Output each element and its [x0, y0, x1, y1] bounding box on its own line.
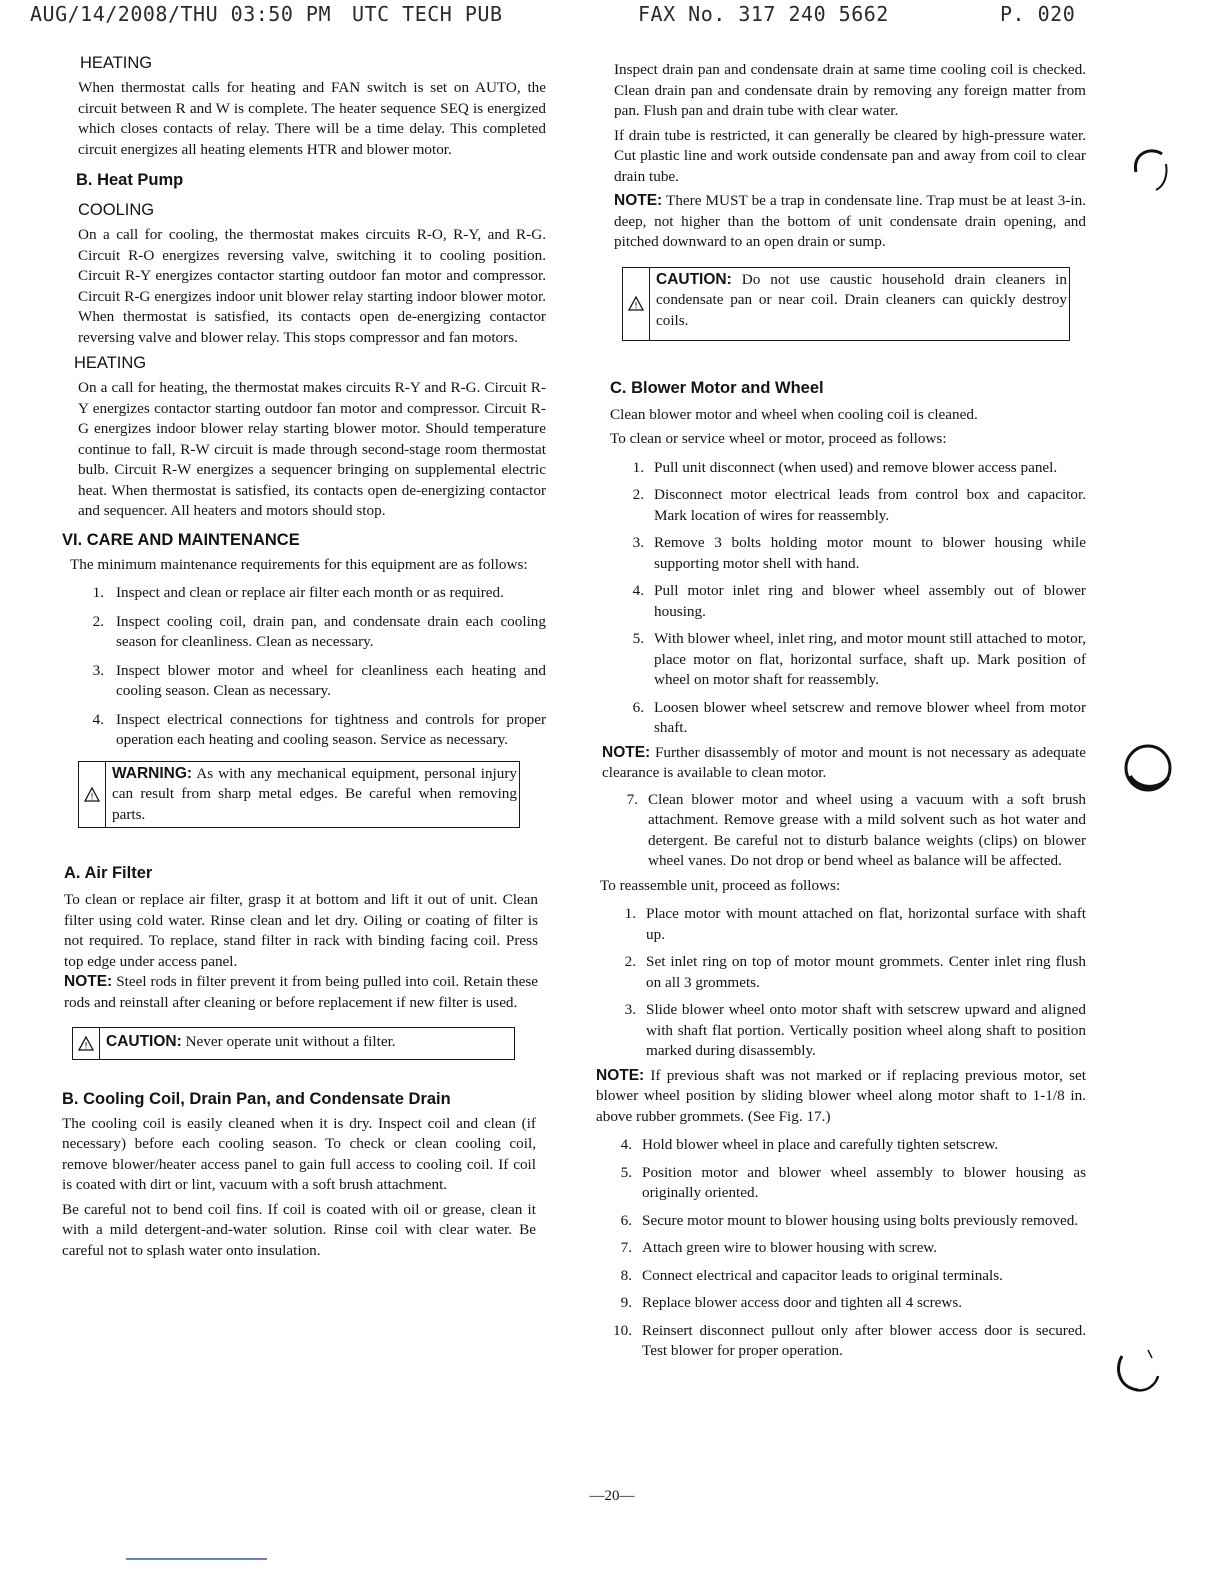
heating-heading: HEATING [80, 54, 153, 72]
list-item: 4. Inspect electrical connections for tightness and controls for proper operation each heating and cooling season. Service as necessary. [92, 710, 546, 748]
footer-rule [126, 1558, 267, 1560]
list-item: 1. Pull unit disconnect (when used) and remove blower access panel. [632, 458, 1058, 476]
caution-text: Never operate unit without a filter. [181, 1033, 396, 1050]
heat-pump-heading: B. Heat Pump [76, 171, 184, 189]
blower-steps-2 [606, 904, 1086, 1062]
cooling-paragraph: On a call for cooling, the thermostat makes circuits R-O, R-Y, and R-G. Circuit R-O energizes reversing valve, switching it to cooling position. Circuit R-Y energizes contactor starting outdoor fan motor and compressor. Circuit R-G energizes indoor unit blower relay starting indoor blower motor. When thermostat is satisfied, its contacts open de-energizing contactor reversing valve and blower relay. This stops compressor and fan motors. [78, 226, 546, 346]
list-item: 7. Clean blower motor and wheel using a vacuum with a soft brush attachment. Remove grease with a mild solvent such as hot water and detergent. Be careful not to disturb balance weights (clips) on blower wheel vanes. Do not drop or bend wheel as balance will be affected. [626, 790, 1086, 869]
list-item: 10. Reinsert disconnect pullout only after blower access door is secured. Test blower for proper operation. [613, 1321, 1086, 1359]
blower-intro-1: Clean blower motor and wheel when cooling coil is cleaned. [610, 405, 978, 423]
fax-date-time: AUG/14/2008/THU 03:50 PM [30, 2, 331, 26]
caution-box-drain [622, 267, 1070, 341]
caution-icon [73, 1028, 100, 1059]
page-number: —20— [589, 1488, 635, 1504]
right-column [596, 60, 1086, 1362]
cooling-coil-paragraph-1: The cooling coil is easily cleaned when it is dry. Inspect coil and clean (if necessary) before each cooling season. To check or clean cooling coil, remove blower/heater access panel to gain full access to cooling coil. If coil is coated with dirt or lint, vacuum with a soft brush attachment. [62, 1114, 536, 1193]
blower-heading: C. Blower Motor and Wheel [610, 378, 824, 397]
list-item: 1. Place motor with mount attached on flat, horizontal surface with shaft up. [624, 905, 1086, 943]
air-filter-paragraph: To clean or replace air filter, grasp it at bottom and lift it out of unit. Clean filter using cold water. Rinse clean and let dry. Oiling or coating of filter is not required. To replace, stand filter in rack with binding facing coil. Press top edge under access panel. [64, 891, 538, 970]
warning-label: WARNING: [112, 764, 193, 782]
list-item: 4. Hold blower wheel in place and carefully tighten setscrew. [620, 1136, 999, 1153]
svg-text:!: ! [634, 301, 638, 311]
blower-intro-2: To clean or service wheel or motor, proceed as follows: [610, 430, 947, 447]
cooling-heading: COOLING [78, 201, 155, 219]
list-item: 9. Replace blower access door and tighten all 4 screws. [620, 1294, 963, 1311]
list-item: 5. Position motor and blower wheel assembly to blower housing as originally oriented. [620, 1163, 1086, 1201]
fax-company: UTC TECH PUB [352, 2, 503, 26]
binder-hole-bottom [1108, 1340, 1168, 1400]
left-column [62, 52, 546, 1261]
blower-note-1: NOTE: Further disassembly of motor and mount is not necessary as adequate clearance is available to clean motor. [602, 743, 1086, 781]
heating-heading-2: HEATING [74, 354, 147, 372]
list-item: 3. Slide blower wheel onto motor shaft with setscrew upward and aligned with shaft flat portion. Vertically position wheel along shaft to position marked during disassembly. [624, 1001, 1086, 1059]
blower-steps-1 [606, 458, 1086, 739]
svg-text:!: ! [84, 1041, 88, 1051]
list-item: 7. Attach green wire to blower housing with screw. [620, 1239, 938, 1256]
cooling-coil-heading: B. Cooling Coil, Drain Pan, and Condensate Drain [62, 1089, 451, 1108]
caution-text: Do not use caustic household drain cleaners in condensate pan or near coil. Drain cleaners can quickly destroy coils. [656, 270, 1067, 329]
blower-note-2: NOTE: If previous shaft was not marked or if replacing previous motor, set blower wheel position by sliding blower wheel along motor shaft to 1-1/8 in. above rubber grommets. (See Fig. 17.) [596, 1066, 1086, 1125]
reassemble-intro: To reassemble unit, proceed as follows: [600, 876, 841, 894]
list-item: 3. Remove 3 bolts holding motor mount to blower housing while supporting motor shell with hand. [632, 534, 1086, 572]
blower-steps-3 [606, 1135, 1086, 1362]
list-item: 6. Loosen blower wheel setscrew and remove blower wheel from motor shaft. [632, 698, 1086, 736]
binder-hole-middle [1118, 738, 1178, 798]
warning-icon [79, 762, 106, 828]
heating-paragraph-2: On a call for heating, the thermostat makes circuits R-Y and R-G. Circuit R-Y energizes contactor starting outdoor fan motor and compressor. Circuit R-G energizes indoor blower relay starting blower motor. Should temperature continue to fall, R-W circuit is made through second-stage room thermostat bulb. Circuit R-W energizes a sequencer bringing on supplemental electric heat. When thermostat is satisfied, its contacts open de-energizing contactor and sequencer. All heaters and motors should stop. [78, 379, 546, 519]
drain-note: NOTE: There MUST be a trap in condensate line. Trap must be at least 3-in. deep, not higher than the bottom of unit condensate drain opening, and pitched downward to an open drain or sump. [614, 192, 1086, 250]
warning-box [78, 761, 520, 829]
binder-hole-top [1122, 142, 1178, 198]
caution-icon [623, 268, 650, 340]
fax-header [0, 4, 1224, 30]
fax-number: FAX No. 317 240 5662 [638, 2, 889, 26]
care-list [78, 583, 546, 751]
svg-text:!: ! [90, 792, 94, 802]
list-item: 1. Inspect and clean or replace air filter each month or as required. [92, 584, 504, 601]
list-item: 6. Secure motor mount to blower housing using bolts previously removed. [620, 1211, 1079, 1229]
heating-paragraph: When thermostat calls for heating and FAN switch is set on AUTO, the circuit between R and W is complete. The heater sequence SEQ is energized which closes contacts of relay. There will be a time delay. This completed circuit energizes all heating elements HTR and blower motor. [78, 79, 546, 158]
caution-box-filter [72, 1027, 515, 1060]
list-item: 2. Disconnect motor electrical leads from control box and capacitor. Mark location of wires for reassembly. [632, 486, 1086, 524]
warning-text: As with any mechanical equipment, personal injury can result from sharp metal edges. Be careful when removing parts. [112, 764, 517, 823]
caution-label: CAUTION: [106, 1033, 182, 1050]
list-item: 8. Connect electrical and capacitor leads to original terminals. [620, 1266, 1003, 1284]
drain-paragraph-2: If drain tube is restricted, it can generally be cleared by high-pressure water. Cut plastic line and work outside condensate pan and away from coil to clear drain tube. [614, 126, 1086, 185]
air-filter-heading: A. Air Filter [64, 864, 153, 882]
list-item: 4. Pull motor inlet ring and blower wheel assembly out of blower housing. [632, 582, 1086, 620]
list-item: 2. Inspect cooling coil, drain pan, and condensate drain each cooling season for cleanliness. Clean as necessary. [92, 612, 546, 650]
care-maintenance-heading: VI. CARE AND MAINTENANCE [62, 530, 300, 549]
care-intro: The minimum maintenance requirements for this equipment are as follows: [70, 555, 528, 573]
blower-step-7 [606, 790, 1086, 872]
caution-label: CAUTION: [656, 270, 732, 288]
drain-paragraph-1: Inspect drain pan and condensate drain at same time cooling coil is checked. Clean drain pan and condensate drain by removing any foreign matter from pan. Flush pan and drain tube with clear water. [614, 61, 1086, 119]
fax-page: P. 020 [1000, 2, 1076, 26]
list-item: 2. Set inlet ring on top of motor mount grommets. Center inlet ring flush on all 3 grommets. [624, 953, 1086, 991]
list-item: 3. Inspect blower motor and wheel for cleanliness each heating and cooling season. Clean as necessary. [92, 661, 546, 699]
air-filter-note: NOTE: Steel rods in filter prevent it from being pulled into coil. Retain these rods and reinstall after cleaning or before replacement if new filter is used. [64, 973, 538, 1011]
list-item: 5. With blower wheel, inlet ring, and motor mount still attached to motor, place motor on flat, horizontal surface, shaft up. Mark position of wheel on motor shaft for reassembly. [632, 630, 1086, 688]
cooling-coil-paragraph-2: Be careful not to bend coil fins. If coil is coated with oil or grease, clean it with a mild detergent-and-water solution. Rinse coil with clear water. Be careful not to splash water onto insulation. [62, 1200, 536, 1259]
